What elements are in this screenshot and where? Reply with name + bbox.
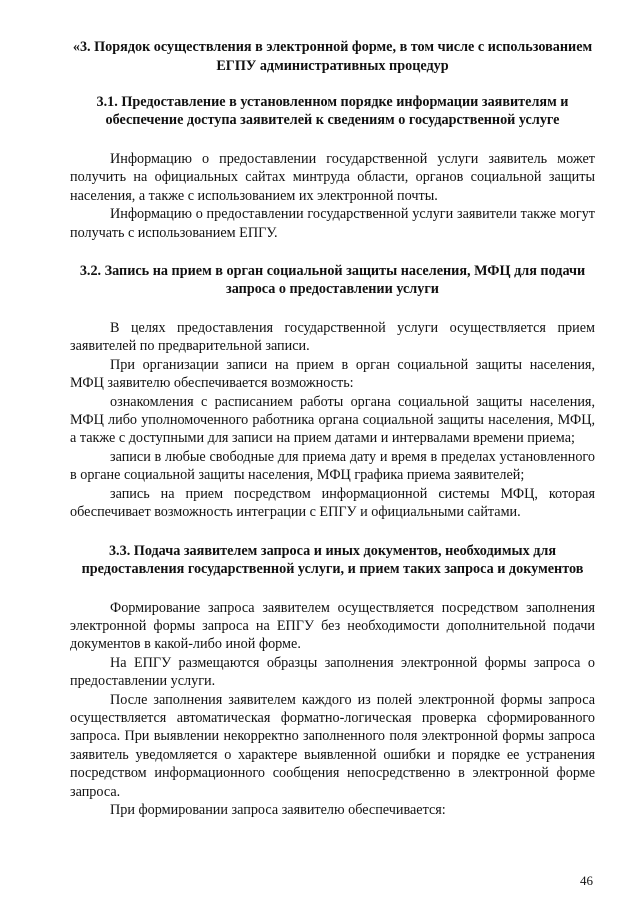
paragraph: После заполнения заявителем каждого из полей электронной формы запроса осуществляется автоматическая форматно-логическая проверка сформированного запроса. При выявлении некорректно заполненного поля электронной формы запроса заявитель уведомляется о характере выявленной ошибки и порядке ее устранения посредством информационного сообщения непосредственно в электронной форме запроса. <box>70 691 595 800</box>
paragraph: Информацию о предоставлении государственной услуги заявители также могут получать с использованием ЕПГУ. <box>70 206 595 241</box>
paragraph: Информацию о предоставлении государственной услуги заявитель может получить на официальных сайтах минтруда области, органов социальной защиты населения, а также с использованием их электронной почты. <box>70 151 595 204</box>
section-heading: 3.1. Предоставление в установленном порядке информации заявителям и обеспечение доступа заявителей к сведениям о государственной услуге <box>96 94 569 128</box>
section-3-1 <box>70 93 595 242</box>
paragraph: При формировании запроса заявителю обеспечивается: <box>110 801 446 818</box>
paragraph: На ЕПГУ размещаются образцы заполнения электронной формы запроса о предоставлении услуги. <box>70 654 595 690</box>
paragraph: В целях предоставления государственной услуги осуществляется прием заявителей по предварительной записи. <box>70 320 595 355</box>
section-heading: 3.3. Подача заявителем запроса и иных документов, необходимых для предоставления государственной услуги, и прием таких запроса и документов <box>81 542 584 577</box>
section-heading: 3.2. Запись на прием в орган социальной защиты населения, МФЦ для подачи запроса о предоставлении услуги <box>79 263 586 298</box>
paragraph: ознакомления с расписанием работы органа социальной защиты населения, МФЦ либо уполномоченного работника органа социальной защиты населения, МФЦ, а также с доступными для записи на прием датами и интервалами времени приема; <box>70 393 595 447</box>
section-3-3 <box>70 542 595 820</box>
chapter-title: «3. Порядок осуществления в электронной форме, в том числе с использованием ЕГПУ административных процедур <box>72 39 593 74</box>
page-number: 46 <box>580 873 593 888</box>
paragraph: Формирование запроса заявителем осуществляется посредством заполнения электронной формы запроса на ЕПГУ без необходимости дополнительной подачи документов в какой-либо иной форме. <box>70 599 595 653</box>
section-3-2 <box>70 262 595 521</box>
document-body <box>70 38 595 819</box>
paragraph: записи в любые свободные для приема дату и время в пределах установленного в органе социальной защиты населения, МФЦ графика приема заявителей; <box>70 448 595 484</box>
paragraph: запись на прием посредством информационной системы МФЦ, которая обеспечивает возможность интеграции с ЕПГУ и официальными сайтами. <box>70 485 595 521</box>
paragraph: При организации записи на прием в орган социальной защиты населения, МФЦ заявителю обеспечивается возможность: <box>70 356 595 392</box>
